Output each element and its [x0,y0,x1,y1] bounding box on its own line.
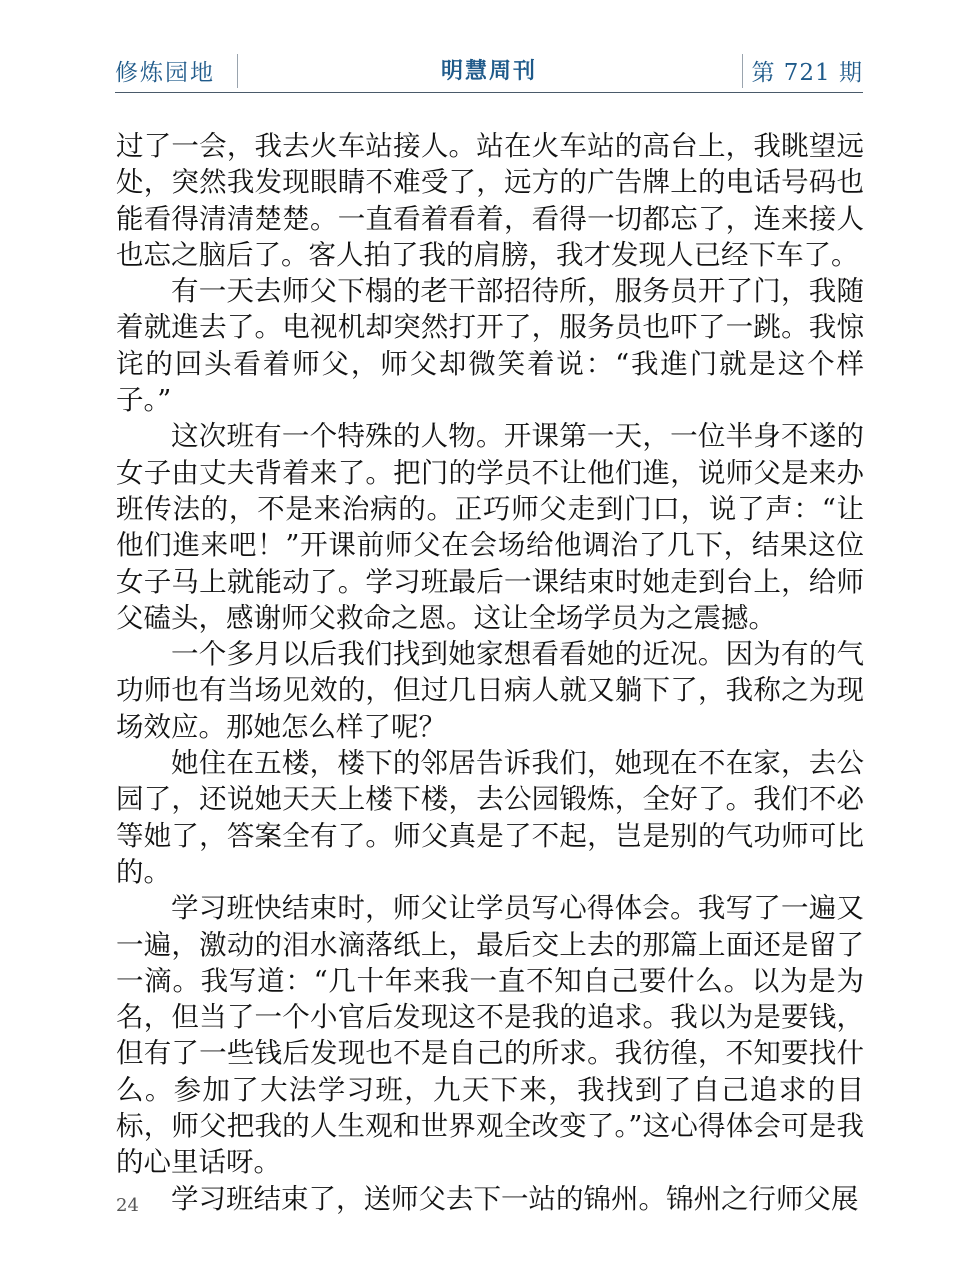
paragraph-5: 她住在五楼，楼下的邻居告诉我们，她现在不在家，去公园了，还说她天天上楼下楼，去公园锻炼，全好了。我们不必等她了，答案全有了。师父真是了不起，岂是别的气功师可比的。 [116,747,864,888]
paragraph-7: 学习班结束了，送师父去下一站的锦州。锦州之行师父展 [171,1182,859,1215]
page-header [115,50,863,93]
page-number: 24 [116,1195,139,1216]
article-body [116,128,864,1217]
paragraph-4: 一个多月以后我们找到她家想看看她的近况。因为有的气功师也有当场见效的，但过几日病人就又躺下了，我称之为现场效应。那她怎么样了呢？ [116,638,864,743]
paragraph-3: 这次班有一个特殊的人物。开课第一天，一位半身不遂的女子由丈夫背着来了。把门的学员不让他们進，说师父是来办班传法的，不是来治病的。正巧师父走到门口，说了声：“让他们進来吧！”开课前师父在会场给他调治了几下，结果这位女子马上就能动了。学习班最后一课结束时她走到台上，给师父磕头，感谢师父救命之恩。这让全场学员为之震撼。 [116,420,864,634]
header-divider-right [742,54,743,88]
publication-title: 明慧周刊 [440,58,537,84]
issue-number: 第 721 期 [751,60,863,86]
paragraph-2: 有一天去师父下榻的老干部招待所，服务员开了门，我随着就進去了。电视机却突然打开了，服务员也吓了一跳。我惊诧的回头看着师父，师父却微笑着说：“我進门就是这个样子。” [116,275,864,417]
paragraph-1: 过了一会，我去火车站接人。站在火车站的高台上，我眺望远处，突然我发现眼睛不难受了，远方的广告牌上的电话号码也能看得清清楚楚。一直看着看着，看得一切都忘了，连来接人也忘之脑后了。客人拍了我的肩膀，我才发现人已经下车了。 [116,130,864,271]
section-name: 修炼园地 [115,60,215,86]
paragraph-6: 学习班快结束时，师父让学员写心得体会。我写了一遍又一遍，激动的泪水滴落纸上，最后交上去的那篇上面还是留了一滴。我写道：“几十年来我一直不知自己要什么。以为是为名，但当了一个小官后发现这不是我的追求。我以为是要钱，但有了一些钱后发现也不是自己的所求。我彷徨，不知要找什么。参加了大法学习班，九天下来，我找到了自己追求的目标，师父把我的人生观和世界观全改变了。”这心得体会可是我的心里话呀。 [116,892,864,1179]
